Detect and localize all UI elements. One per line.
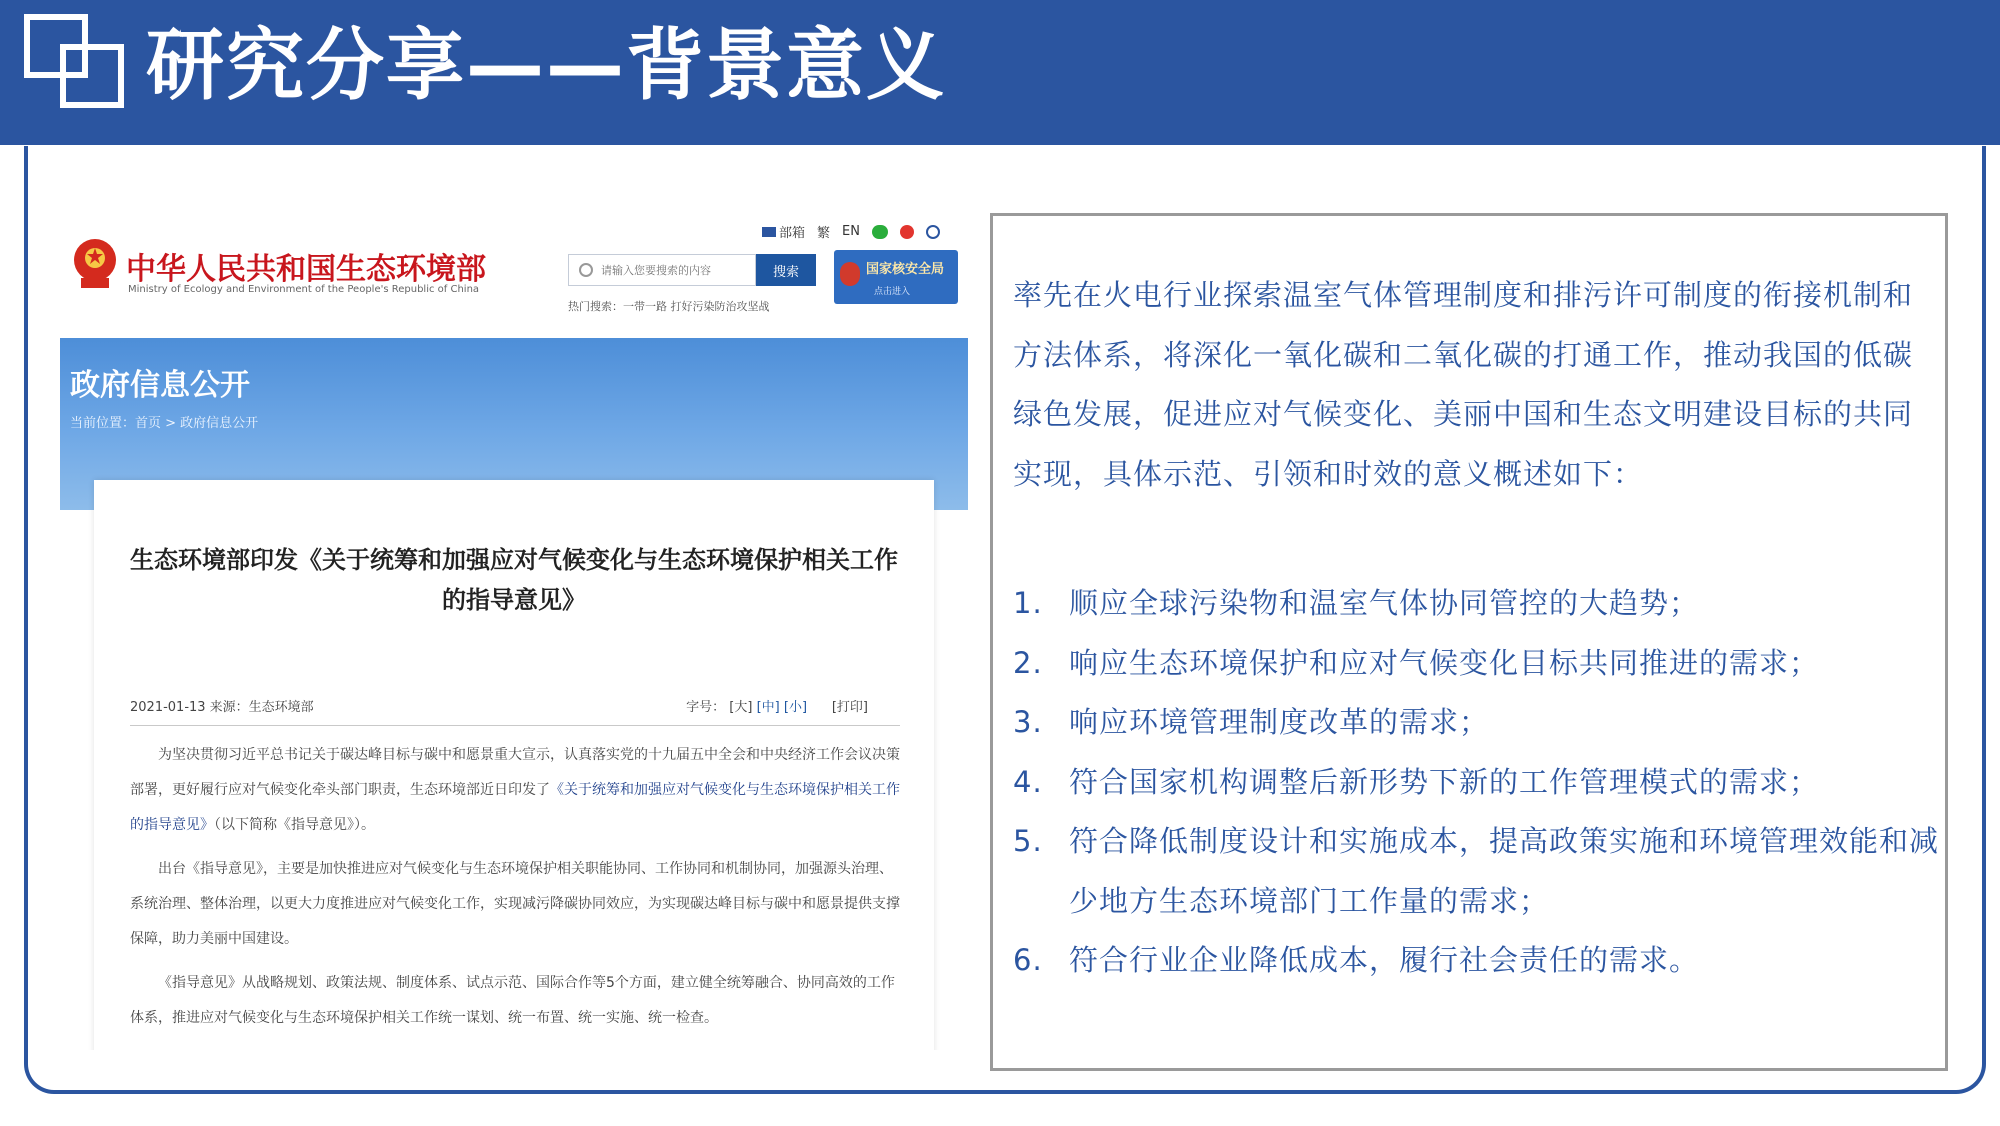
article-meta [130, 692, 900, 726]
font-medium-button[interactable]: [中] [756, 700, 780, 715]
breadcrumb[interactable]: 当前位置：首页 > 政府信息公开 [70, 416, 259, 431]
intro-paragraph: 率先在火电行业探索温室气体管理制度和排污许可制度的衔接机制和方法体系，将深化一氧化碳和二氧化碳的打通工作，推动我国的低碳绿色发展，促进应对气候变化、美丽中国和生态文明建设目标的共同实现，具体示范、引领和时效的意义概述如下： [1013, 278, 1914, 491]
search-box [568, 254, 756, 286]
list-item: 1. 顺应全球污染物和温室气体协同管控的大趋势； [1013, 586, 1700, 620]
font-small-button[interactable]: [小] [783, 700, 808, 715]
nuclear-safety-banner[interactable] [834, 250, 958, 304]
slide-header [0, 0, 2000, 145]
article-date-source: 2021-01-13 来源：生态环境部 [130, 700, 314, 715]
english-link[interactable]: EN [842, 224, 860, 239]
search-button[interactable]: 搜索 [756, 254, 816, 286]
accessibility-icon[interactable] [926, 225, 940, 239]
search-icon [579, 263, 593, 277]
article-card [94, 480, 934, 1050]
significance-list [1013, 574, 1943, 991]
search-input[interactable] [601, 264, 741, 277]
nsa-title: 国家核安全局 [866, 262, 945, 277]
print-button[interactable]: [打印] [831, 700, 868, 715]
list-item: 6. 符合行业企业降低成本，履行社会责任的需求。 [1013, 943, 1700, 977]
article-title: 生态环境部印发《关于统筹和加强应对气候变化与生态环境保护相关工作的指导意见》 [130, 546, 898, 614]
banner-title: 政府信息公开 [70, 368, 250, 403]
mail-icon [762, 227, 776, 237]
article-paragraph: 《指导意见》从战略规划、政策法规、制度体系、试点示范、国际合作等5个方面，建立健全统筹融合、协同高效的工作体系，推进应对气候变化与生态环境保护相关工作统一谋划、统一布置、统一实施、统一检查。 [130, 975, 895, 1026]
ministry-name-en: Ministry of Ecology and Environment of the People's Republic of China [128, 284, 480, 295]
site-header [60, 210, 968, 338]
overlapping-squares-icon [24, 14, 126, 104]
traditional-chinese-link[interactable]: 繁 [817, 226, 831, 241]
list-item: 4. 符合国家机构调整后新形势下新的工作管理模式的需求； [1013, 764, 1820, 799]
list-item: 2. 响应生态环境保护和应对气候变化目标共同推进的需求； [1013, 645, 1820, 680]
website-screenshot [60, 210, 968, 1050]
significance-panel [990, 213, 1948, 1071]
nsa-subtitle: 点击进入 [874, 287, 911, 297]
list-item: 3. 响应环境管理制度改革的需求； [1013, 705, 1490, 739]
article-paragraph: 为坚决贯彻习近平总书记关于碳达峰目标与碳中和愿景重大宣示，认真落实党的十九届五中全会和中央经济工作会议决策部署，更好履行应对气候变化牵头部门职责，生态环境部近日印发了《关于统筹和加强应对气候变化与生态环境保护相关工作的指导意见》（以下简称《指导意见》）。 [130, 747, 900, 833]
nsa-logo-icon [840, 262, 860, 286]
guideline-link[interactable]: 《关于统筹和加强应对气候变化与生态环境保护相关工作的指导意见》 [130, 782, 900, 833]
mailbox-link[interactable]: 部箱 [762, 222, 805, 241]
list-item: 5. 符合降低制度设计和实施成本，提高政策实施和环境管理效能和减少地方生态环境部门工作量的需求； [1013, 824, 1940, 918]
utility-bar [762, 222, 940, 241]
ministry-name-cn: 中华人民共和国生态环境部 [126, 252, 486, 287]
font-size-label: 字号： [686, 700, 726, 715]
font-large-button[interactable]: [大] [729, 700, 753, 715]
font-size-controls [686, 696, 868, 715]
slide-title: 研究分享——背景意义 [146, 21, 947, 111]
hot-searches[interactable]: 热门搜索：一带一路 打好污染防治攻坚战 [568, 300, 770, 313]
national-emblem-icon [72, 234, 118, 292]
article-paragraph: 出台《指导意见》，主要是加快推进应对气候变化与生态环境保护相关职能协同、工作协同和机制协同，加强源头治理、系统治理、整体治理，以更大力度推进应对气候变化工作，实现减污降碳协同效应，为实现碳达峰目标与碳中和愿景提供支撑保障，助力美丽中国建设。 [130, 861, 900, 947]
wechat-icon[interactable] [872, 225, 888, 239]
weibo-icon[interactable] [900, 225, 914, 239]
